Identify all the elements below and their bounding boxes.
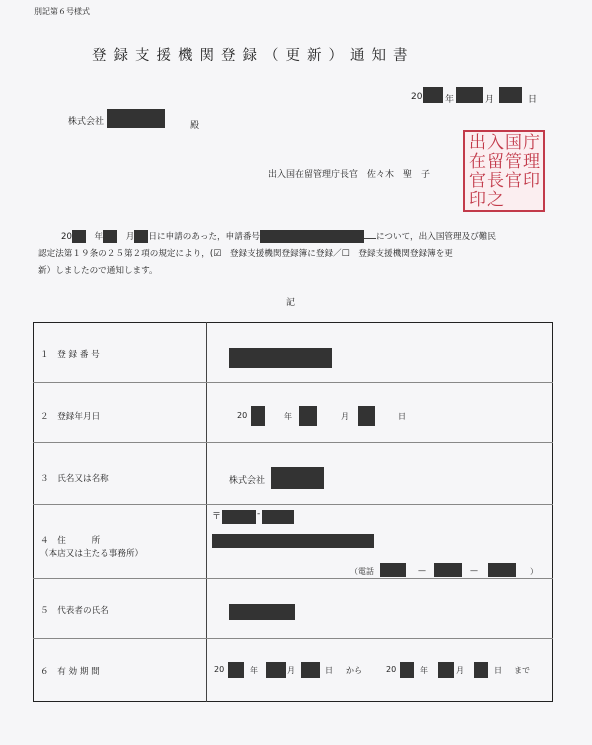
postal-mark: 〒	[212, 512, 222, 522]
row-label-name: ３ 氏名又は名称	[40, 474, 109, 484]
row-label-address: ４ 住 所	[40, 536, 101, 546]
row-label-representative: ５ 代表者の氏名	[40, 606, 109, 616]
checked-box: ☑	[213, 249, 222, 259]
company-prefix: 株式会社	[229, 476, 266, 486]
row-label-registration-number: １ 登 録 番 号	[40, 350, 100, 360]
unchecked-box: ☐	[341, 249, 350, 259]
redacted-app-year	[72, 230, 86, 243]
official-seal: 出 在 官 印 入 留 長 之 国 管 官 庁 理 印	[463, 130, 545, 212]
redacted-company-name	[271, 467, 324, 489]
redacted-month	[456, 87, 483, 103]
redacted-year	[423, 87, 443, 103]
redacted-representative	[229, 604, 295, 620]
redacted-app-day	[134, 230, 148, 243]
redacted-postal-1	[222, 510, 256, 524]
form-label: 別記第６号様式	[34, 7, 90, 16]
redacted-company	[107, 109, 165, 128]
redacted-registration-number	[229, 348, 332, 368]
row-label-registration-date: ２ 登録年月日	[40, 412, 101, 422]
row-label-validity: ６ 有 効 期 間	[40, 667, 100, 677]
redacted-postal-2	[262, 510, 294, 524]
redacted-day	[499, 87, 522, 103]
redacted-application-number	[260, 230, 364, 243]
row-label-address-sub: （本店又は主たる事務所）	[40, 549, 144, 559]
notice-body: 20 年 月 日に申請のあった，申請番号 について，出入国管理及び難民 認定法第１９条の２５第２項の規定により，(☑ 登録支援機関登録簿に登録／☐ 登録支援機関登録簿を更 新）しましたので通知します。	[38, 228, 578, 280]
redacted-app-month	[103, 230, 117, 243]
ki-heading: 記	[286, 298, 296, 308]
issuer-name: 出入国在留管理庁長官 佐々木 聖 子	[268, 170, 431, 180]
page-title: 登録支援機関登録（更新）通知書	[92, 48, 415, 64]
redacted-address	[212, 534, 374, 548]
